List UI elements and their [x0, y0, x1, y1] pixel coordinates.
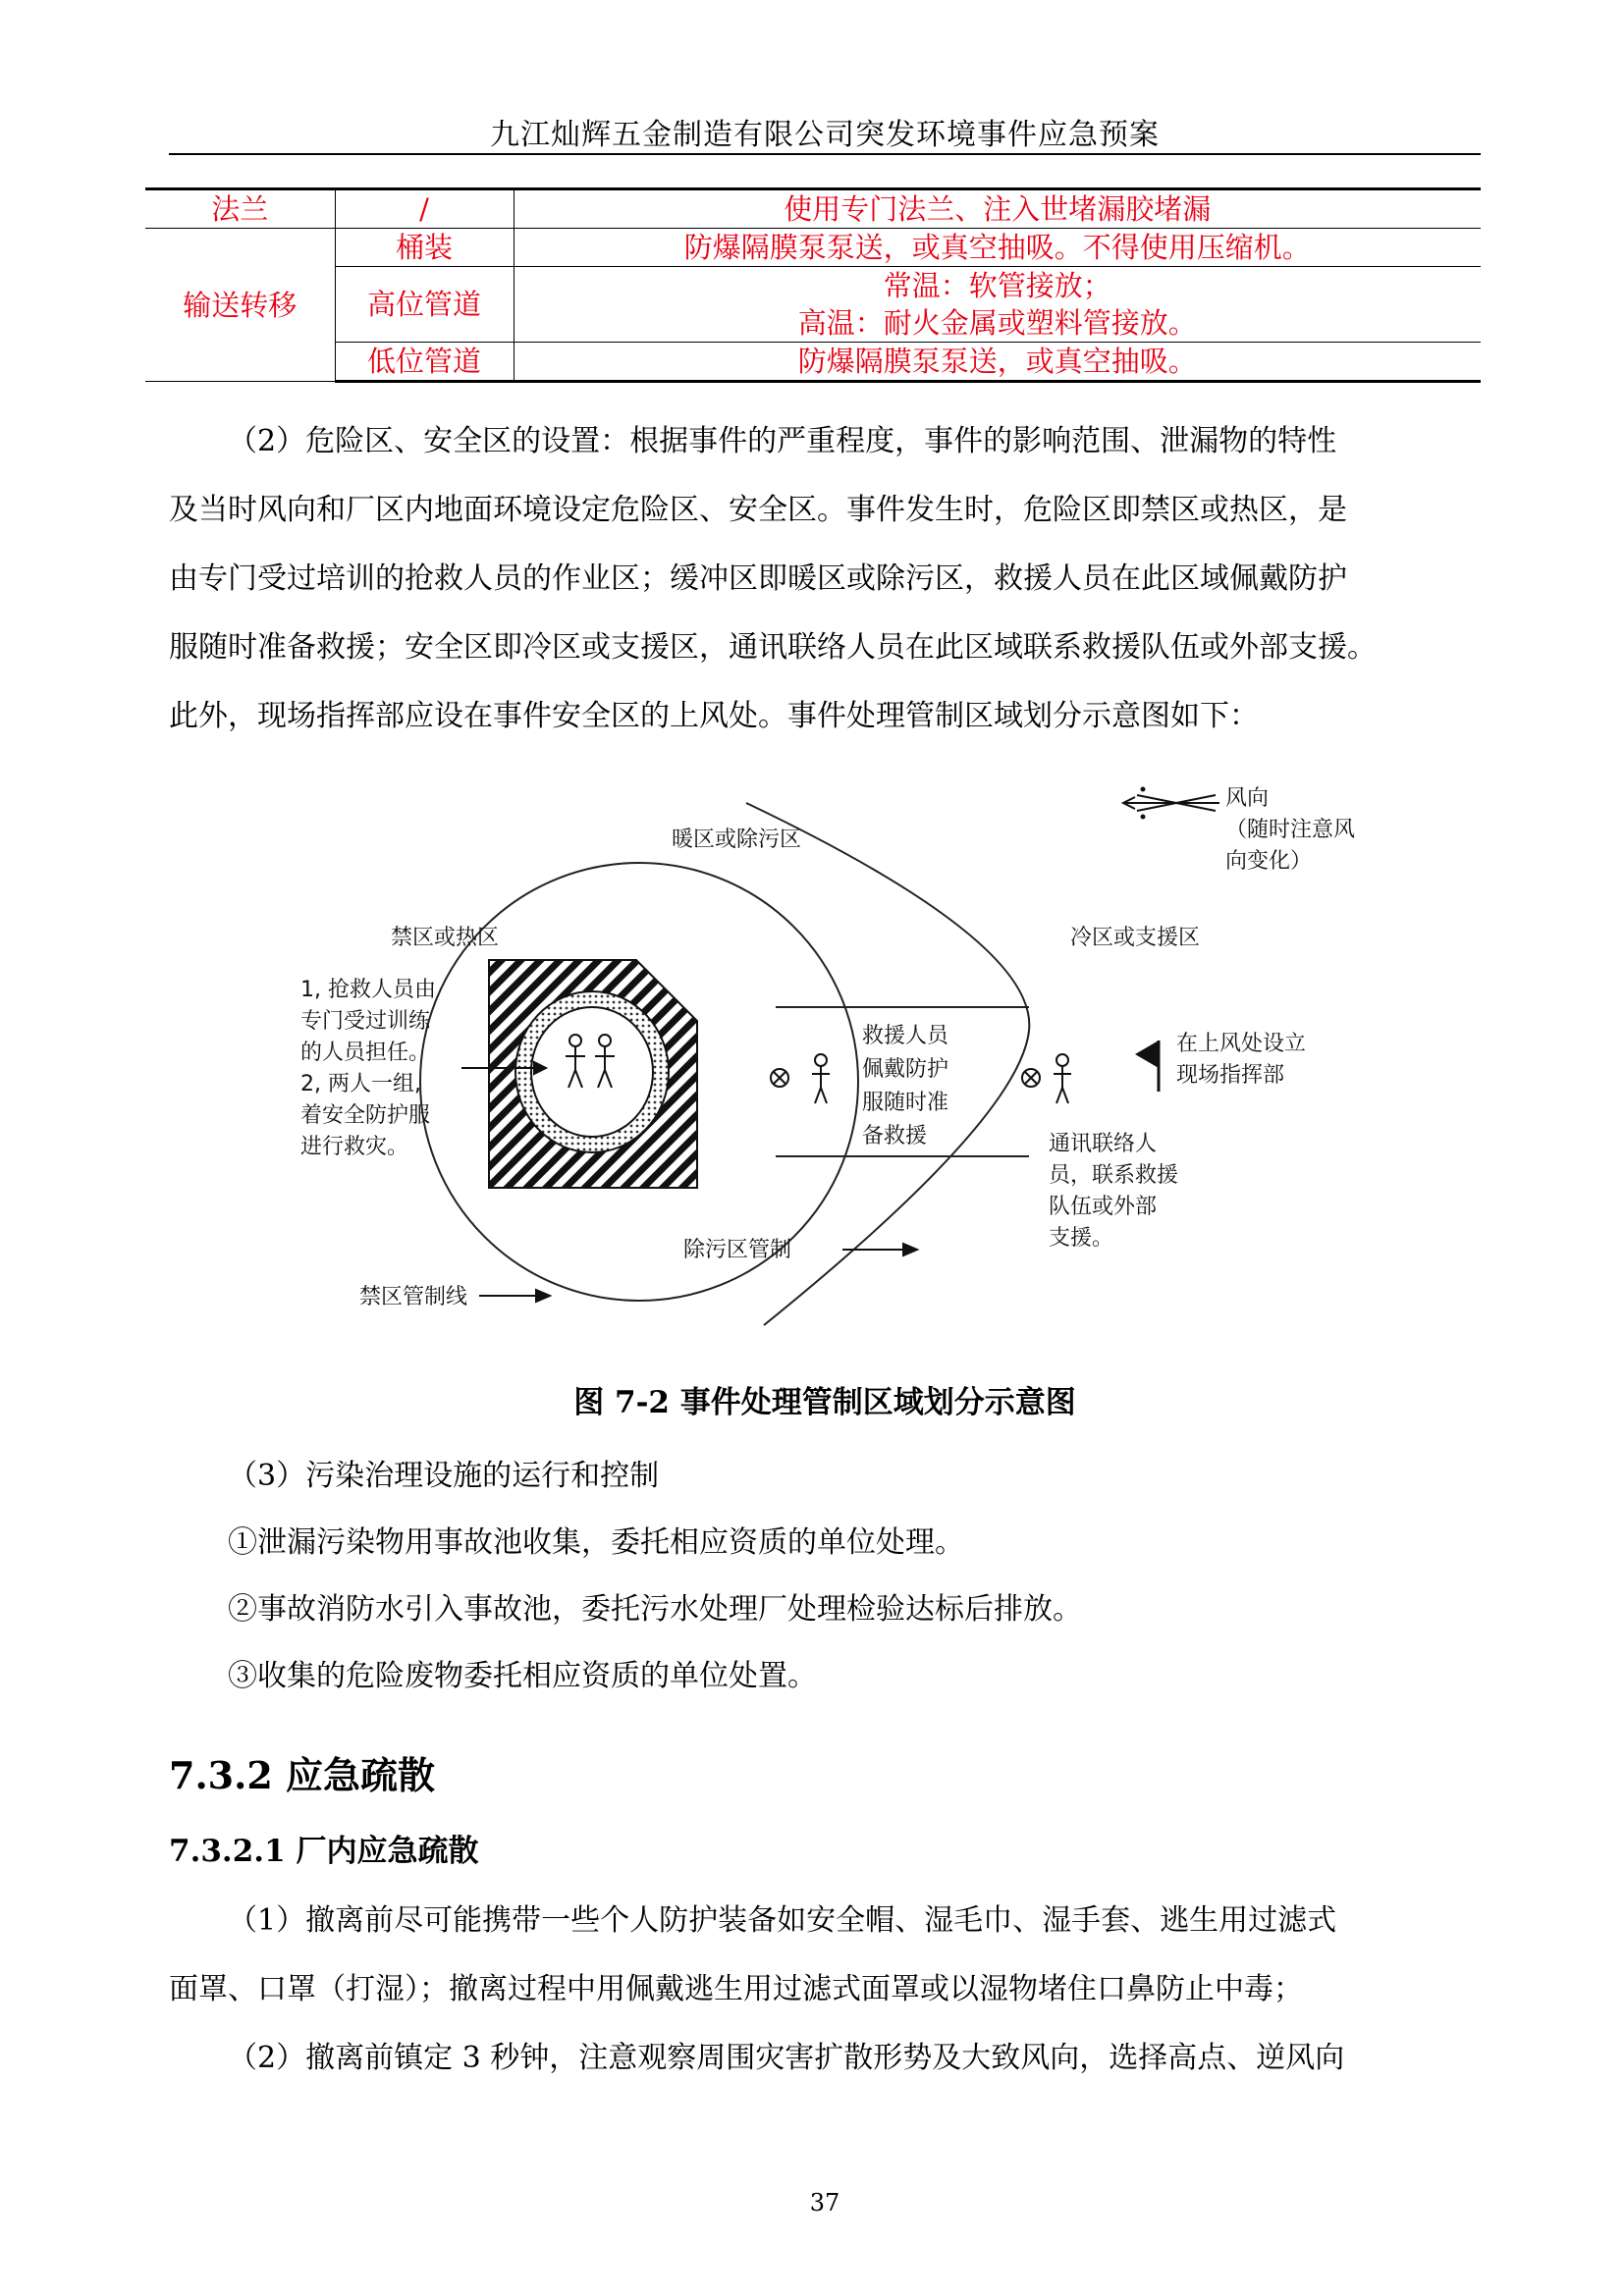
wind-direction-label: 风向: [1225, 786, 1270, 811]
table-cell-line: 常温：软管接放；: [883, 269, 1111, 302]
rescue-note-line: 专门受过训练: [300, 1009, 431, 1034]
rescue-note-line: 2, 两人一组,: [300, 1072, 421, 1096]
cold-zone-label: 冷区或支援区: [1070, 926, 1201, 950]
command-post-label: 现场指挥部: [1176, 1063, 1285, 1088]
table-cell: 防爆隔膜泵泵送，或真空抽吸。: [514, 343, 1481, 382]
figure-caption: 图 7-2 事件处理管制区域划分示意图: [573, 1385, 1076, 1420]
table-row: [145, 343, 1481, 382]
table-cell-line: 高温：耐火金属或塑料管接放。: [797, 306, 1197, 340]
table-cell: 防爆隔膜泵泵送，或真空抽吸。不得使用压缩机。: [514, 229, 1481, 267]
wind-direction-label: 向变化）: [1225, 849, 1313, 874]
rescue-note-line: 进行救灾。: [300, 1135, 409, 1159]
hot-zone-label: 禁区或热区: [391, 926, 500, 950]
para-line: 此外，现场指挥部应设在事件安全区的上风处。事件处理管制区域划分示意图如下：: [169, 699, 1259, 733]
wind-arrow-icon: [1123, 788, 1219, 819]
comm-note-line: 支援。: [1049, 1226, 1114, 1251]
table-cell: [514, 267, 1481, 343]
table-cell: 使用专门法兰、注入世堵漏胶堵漏: [514, 189, 1481, 229]
support-note-line: 救援人员: [862, 1024, 949, 1048]
comm-note-line: 通讯联络人: [1049, 1132, 1158, 1156]
paragraph-evacuation: [169, 1887, 1481, 2093]
para-line: 服随时准备救援；安全区即冷区或支援区，通讯联络人员在此区域联系救援队伍或外部支援。: [169, 630, 1377, 665]
rescue-note-line: 的人员担任。: [300, 1041, 431, 1065]
paragraph-zone-setting: [169, 407, 1481, 751]
leak-handling-table: [145, 187, 1481, 383]
para-line: 及当时风向和厂区内地面环境设定危险区、安全区。事件发生时，危险区即禁区或热区，是: [169, 493, 1347, 527]
table-cell: 高位管道: [335, 267, 514, 343]
decon-line-label: 除污区管制: [683, 1238, 792, 1262]
table-row: [145, 267, 1481, 343]
support-note-line: 服随时准: [862, 1091, 949, 1115]
comm-note-line: 队伍或外部: [1049, 1195, 1158, 1219]
page-number: 37: [809, 2189, 840, 2216]
rescue-note-line: 1, 抢救人员由: [300, 978, 436, 1002]
table-cell: 法兰: [145, 189, 335, 229]
para-line: 面罩、口罩（打湿）；撤离过程中用佩戴逃生用过滤式面罩或以湿物堵住口鼻防止中毒；: [169, 1972, 1303, 2006]
wind-direction-label: （随时注意风: [1225, 818, 1356, 842]
list-item: ③收集的危险废物委托相应资质的单位处置。: [228, 1659, 817, 1693]
support-note-line: 备救援: [862, 1124, 928, 1148]
table-cell: 桶装: [335, 229, 514, 267]
flag-icon: [1135, 1041, 1159, 1092]
table-cell: /: [335, 189, 514, 229]
zone-diagram: [293, 775, 1412, 1355]
para-line: （2）撤离前镇定 3 秒钟，注意观察周围灾害扩散形势及大致风向，选择高点、逆风向: [228, 2041, 1345, 2075]
command-post-label: 在上风处设立: [1176, 1032, 1307, 1056]
subsection-heading: 7.3.2.1 厂内应急疏散: [169, 1834, 479, 1869]
item-heading: （3）污染治理设施的运行和控制: [228, 1459, 660, 1493]
para-line: （2）危险区、安全区的设置：根据事件的严重程度，事件的影响范围、泄漏物的特性: [228, 424, 1337, 458]
support-note-line: 佩戴防护: [862, 1057, 949, 1082]
header-rule: [169, 153, 1481, 155]
document-header: 九江灿辉五金制造有限公司突发环境事件应急预案: [490, 118, 1160, 152]
section-heading: 7.3.2 应急疏散: [169, 1753, 436, 1797]
para-line: 由专门受过培训的抢救人员的作业区；缓冲区即暖区或除污区，救援人员在此区域佩戴防护: [169, 561, 1347, 596]
table-cell: 低位管道: [335, 343, 514, 382]
warm-zone-label: 暖区或除污区: [672, 828, 802, 852]
list-item: ②事故消防水引入事故池，委托污水处理厂处理检验达标后排放。: [228, 1592, 1082, 1627]
list-item: ①泄漏污染物用事故池收集，委托相应资质的单位处理。: [228, 1525, 964, 1560]
table-row: [145, 229, 1481, 267]
table-cell: 输送转移: [145, 229, 335, 382]
comm-note-line: 员，联系救援: [1049, 1163, 1179, 1188]
para-line: （1）撤离前尽可能携带一些个人防护装备如安全帽、湿毛巾、湿手套、逃生用过滤式: [228, 1903, 1337, 1938]
hot-line-label: 禁区管制线: [359, 1285, 468, 1309]
table-row: [145, 189, 1481, 229]
rescue-note-line: 着安全防护服: [300, 1103, 431, 1128]
